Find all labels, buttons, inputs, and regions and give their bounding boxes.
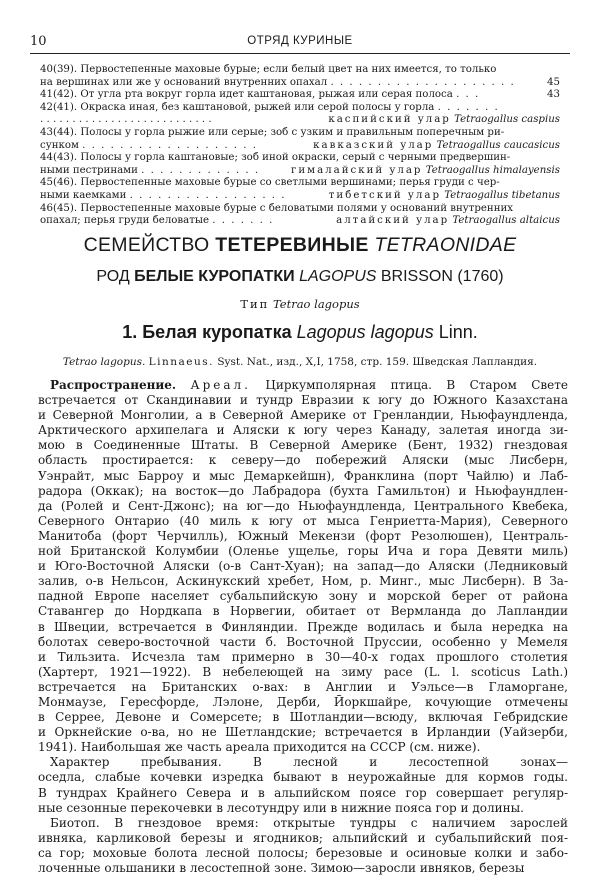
family-heading — [30, 234, 570, 257]
synonym-ref: Syst. Nat., изд., X,I, 1758, стр. 159. Шведская Лапландия. — [217, 356, 538, 368]
running-title: ОТРЯД КУРИНЫЕ — [247, 35, 353, 47]
key-text: 45(46). Первостепенные маховые бурые со светлыми вершинами; перья груди с чер- — [40, 177, 500, 189]
body-line: встречается на Британских о-вах: в Англии и Уэльсе—в Гламоргане, — [38, 679, 568, 694]
key-text: ными каемками — [40, 189, 127, 201]
key-text: на вершинах или же у оснований внутренних опахал — [40, 76, 328, 88]
family-prefix: СЕМЕЙСТВО — [83, 234, 210, 256]
key-text: 40(39). Первостепенные маховые бурые; если белый цвет на них имеется, то только — [40, 64, 497, 75]
key-line — [40, 152, 560, 165]
body-line: и Юго-Восточной Аляски (о-в Сант-Хуан); на запад—до Аляски (Ледниковый — [38, 559, 568, 574]
body-line: са гор; моховые болота лесной полосы; березовые и осиновые колки и забо- — [38, 845, 568, 860]
body-line: и Северной Монголии, а в Северной Америке от Гренландии, Ньюфаундленда, — [38, 408, 568, 423]
body-line: ивняка, карликовой березы и ягодников; альпийский и субальпийский поя- — [38, 830, 568, 845]
synonym-line — [30, 356, 570, 368]
body-line: в Серрее, Девоне и Сомерсете; в Шотландии—всюду, включая Гебридские — [38, 710, 568, 725]
body-line: залив, о-в Нельсон, Аскинукский хребет, Ном, р. Минг., мыс Лисберн). В За- — [38, 574, 568, 589]
key-line — [40, 140, 560, 153]
key-latin-name: Tetraogallus caucasicus — [436, 139, 560, 151]
key-common-name: гималайский улар — [291, 164, 423, 176]
key-common-name: каспийский улар — [328, 114, 451, 126]
key-line — [40, 89, 560, 102]
body-line: 1941). Наибольшая же часть ареала приходится на СССР (см. ниже). — [38, 740, 481, 755]
key-text: 42(41). Окраска иная, без каштановой, рыжей или серой полосы у горла — [40, 101, 435, 113]
body-line: встречается от Скандинавии и тундр Евразии к югу до Южного Казахстана — [38, 393, 568, 408]
body-line: ные сезонные перекочевки в лесотундру или в нижние пояса гор и долины. — [38, 800, 524, 815]
section-label: Распространение. — [50, 378, 177, 392]
key-text: сунком — [40, 139, 79, 151]
key-latin-name: Tetraogallus himalayensis — [425, 164, 560, 176]
key-line — [40, 190, 560, 203]
body-line: В тундрах Крайнего Севера и в альпийском поясе гор совершает регуляр- — [38, 785, 568, 800]
body-line: ной Британской Колумбии (Оленье ущелье, горы Ича и гора Девяти миль) — [38, 544, 568, 559]
body-line: Манитоба (форт Черчилль), Южный Мекензи (форт Резолюшен), Централь- — [38, 528, 568, 543]
body-line: и Оркнейские о-ва, но не Шетландские; встречается в Ирландии (Уайзерби, — [38, 725, 568, 740]
genus-author: BRISSON (1760) — [380, 268, 504, 285]
key-line — [40, 64, 560, 77]
header-rule — [30, 53, 570, 54]
type-line — [30, 297, 570, 311]
key-line — [40, 127, 560, 140]
body-line: болотах северо-восточной части б. Восточной Пруссии, особенно у Мемеля — [38, 634, 568, 649]
body-line: радора (Оккак); на восток—до Лабрадора (бухта Гамильтон) и Ньюфаундлен- — [38, 483, 568, 498]
synonym-latin: Tetrao lagopus. — [62, 356, 146, 368]
key-text: 46(45). Первостепенные маховые бурые с беловатыми полями у оснований внутренних — [40, 202, 514, 214]
key-leader: . . . . . . . — [437, 101, 500, 113]
key-couplet-ref: 45 — [547, 76, 560, 88]
synonym-author: Linnaeus. — [148, 356, 214, 368]
body-line: Биотоп. В гнездовое время: открытые тундры с наличием зарослей — [50, 815, 568, 830]
body-line: Циркумполярная птица. В Старом Свете — [265, 378, 568, 392]
body-line: лоченные ольшаники в лесостепной зоне. Зимою—заросли ивняков, березы — [38, 861, 525, 875]
key-line — [40, 77, 560, 90]
body-line: Ставангер до Нордкапа в Норвегии, обитает от Вермланда до Лапландии — [38, 604, 568, 619]
species-heading — [30, 322, 570, 343]
page-number: 10 — [30, 34, 47, 49]
body-line: (Хартерт, 1921—1922). В небелеющей на зиму расе (L. l. scoticus Lath.) — [38, 664, 568, 679]
key-leader: . . . . . . . . . . . . . . . . . . . — [82, 139, 258, 151]
key-text: 44(43). Полосы у горла каштановые; зоб иной окраски, серый с черными предвершин- — [40, 152, 511, 164]
genus-prefix: РОД — [96, 268, 130, 285]
key-common-name: алтайский улар — [336, 215, 450, 227]
key-leader: . . . . . . . . . . . . . . . . . — [129, 189, 287, 201]
page-header — [30, 34, 570, 52]
key-line — [40, 114, 560, 127]
key-text: 41(42). От угла рта вокруг горла идет каштановая, рыжая или серая полоса — [40, 89, 453, 101]
body-line: Арктического архипелага и Аляски к югу через Канаду, залетая иногда зи- — [38, 423, 568, 438]
key-leader: . . . — [456, 89, 480, 101]
key-text: 43(44). Полосы у горла рыжие или серые; зоб с узким и правильным поперечным ри- — [40, 126, 505, 138]
body-line: Уэнрайт, мыс Барроу и мыс Демаркейшн), Франклина (порт Чайлю) и Лаб- — [38, 468, 568, 483]
type-label: Тип — [240, 297, 270, 311]
key-leader: . . . . . . . . . . . . . — [141, 164, 260, 176]
body-line: оседла, слабые кочевки изредка бывают в неурожайные для кормов годы. — [38, 770, 568, 785]
key-line — [40, 215, 560, 228]
key-common-name: тибетский улар — [328, 189, 441, 201]
key-line — [40, 165, 560, 178]
key-text: опахал; перья груди беловатые — [40, 215, 210, 227]
key-text: . . . . . . . . . . . . . . . . . . . . . . . . . . . — [40, 114, 212, 126]
species-author: Linn. — [438, 322, 478, 342]
key-leader: . . . . . . . — [212, 215, 274, 227]
body-first-line — [38, 378, 568, 393]
genus-heading — [30, 268, 570, 286]
body-text — [38, 378, 568, 876]
areal-label: Ареал. — [190, 378, 251, 392]
key-leader: . . . . . . . . . . . . . . . . . . . . — [330, 76, 516, 88]
body-line: да (Ролей и Сент-Джонс); на юг—до Ньюфаундленда, Центрального Квебека, — [38, 498, 568, 513]
genus-name: БЕЛЫЕ КУРОПАТКИ — [134, 268, 295, 285]
body-line: падной Европе населяет субальпийскую зону и морской берег от района — [38, 589, 568, 604]
body-line: Северного Онтарио (40 миль к югу от мыса Генриетта-Мария), Северного — [38, 513, 568, 528]
family-latin: TETRAONIDAE — [374, 234, 517, 256]
species-latin: Lagopus lagopus — [296, 322, 434, 342]
key-latin-name: Tetraogallus caspius — [454, 114, 560, 126]
key-line — [40, 102, 560, 115]
key-line — [40, 203, 560, 216]
body-line: Монмаузе, Гересфорде, Лэлоне, Дерби, Йоркшайре, кочующие отмечены — [38, 694, 568, 709]
body-line: мою в Соединенные Штаты. В Северной Америке (Бент, 1932) гнездовая — [38, 438, 568, 453]
genus-latin: LAGOPUS — [299, 268, 377, 285]
key-couplet-ref: 43 — [547, 89, 560, 101]
key-latin-name: Tetraogallus altaicus — [452, 215, 560, 227]
key-latin-name: Tetraogallus tibetanus — [444, 189, 560, 201]
species-number: 1. Белая куропатка — [122, 322, 292, 342]
key-line — [40, 177, 560, 190]
body-line: и Тильзита. Исчезла там примерно в 30—40-х годах прошлого столетия — [38, 649, 568, 664]
key-common-name: кавказский улар — [313, 139, 434, 151]
family-name: ТЕТЕРЕВИНЫЕ — [215, 234, 369, 256]
body-line: Характер пребывания. В лесной и лесостепной зонах— — [50, 755, 568, 770]
body-line: область простирается: к северу—до побережий Аляски (мыс Лисберн, — [38, 453, 568, 468]
body-line: в Швеции, встречается в Финляндии. Прежде водилась и была нередка на — [38, 619, 568, 634]
key-text: ными пестринами — [40, 164, 138, 176]
type-latin: Tetrao lagopus — [273, 297, 360, 311]
identification-key — [40, 64, 560, 228]
